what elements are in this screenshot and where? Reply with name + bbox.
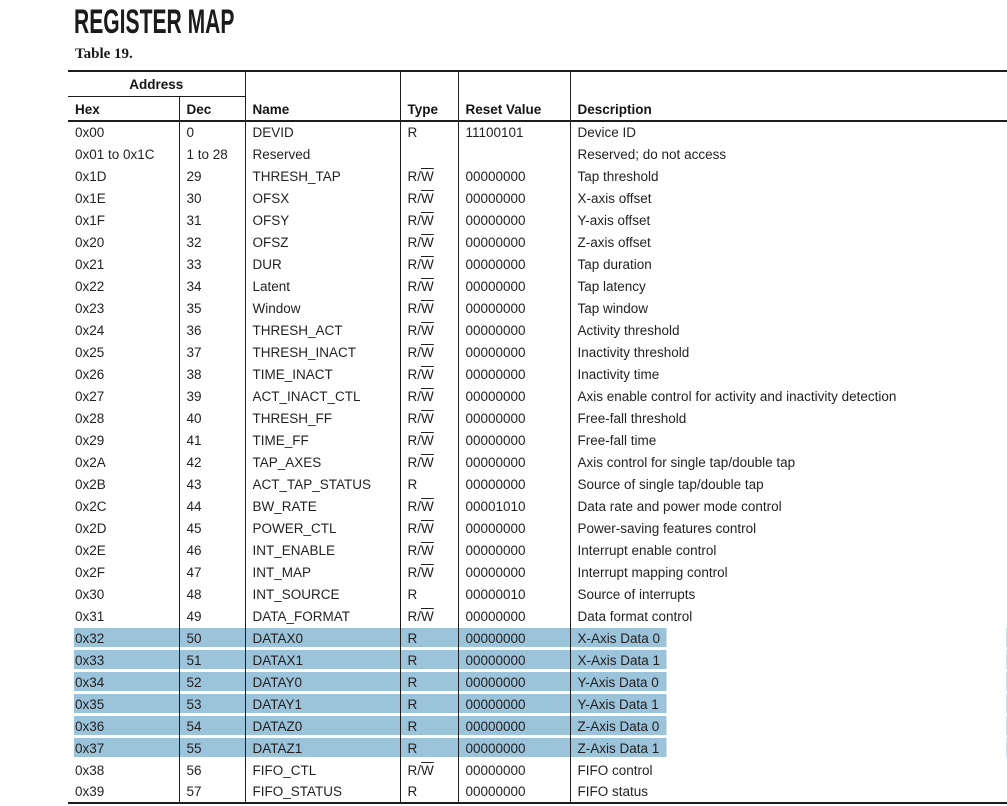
register-row — [68, 693, 1007, 715]
cell-type: $R/\overline{W}$ — [400, 495, 458, 517]
cell-dec-address: 37 — [179, 341, 245, 363]
cell-description: Free-fall time — [570, 429, 1007, 451]
cell-reset-value: 00000000 — [458, 363, 570, 385]
cell-description: Interrupt enable control — [570, 539, 1007, 561]
cell-type: $R/\overline{W}$ — [400, 209, 458, 231]
cell-description: Y-axis offset — [570, 209, 1007, 231]
cell-register-name: DATA_FORMAT — [245, 605, 400, 627]
cell-dec-address: 44 — [179, 495, 245, 517]
cell-dec-address: 46 — [179, 539, 245, 561]
header-type: Type — [400, 71, 458, 121]
cell-description: Data rate and power mode control — [570, 495, 1007, 517]
cell-reset-value: 00000000 — [458, 605, 570, 627]
cell-register-name: POWER_CTL — [245, 517, 400, 539]
cell-hex-address: 0x36 — [68, 715, 179, 737]
cell-description: Z-Axis Data 1 — [570, 737, 1007, 759]
cell-dec-address: 35 — [179, 297, 245, 319]
cell-description: Activity threshold — [570, 319, 1007, 341]
cell-type: $R/\overline{W}$ — [400, 253, 458, 275]
register-row — [68, 165, 1007, 187]
cell-hex-address: 0x34 — [68, 671, 179, 693]
cell-hex-address: 0x29 — [75, 432, 105, 448]
cell-hex-address: 0x2F — [75, 564, 106, 580]
cell-hex-address: 0x37 — [68, 737, 179, 759]
cell-dec-address: 1 to 28 — [179, 143, 245, 165]
cell-hex-address: 0x01 to 0x1C — [75, 146, 155, 162]
cell-type — [400, 143, 458, 165]
cell-dec-address: 55 — [179, 737, 245, 759]
register-row — [68, 319, 1007, 341]
cell-reset-value: 00000000 — [458, 209, 570, 231]
cell-type: R — [400, 715, 458, 737]
register-row — [68, 671, 1007, 693]
cell-type: $R/\overline{W}$ — [400, 451, 458, 473]
cell-dec-address: 52 — [179, 671, 245, 693]
register-row — [68, 363, 1007, 385]
cell-dec-address: 48 — [179, 583, 245, 605]
cell-hex-address: 0x2C — [75, 498, 107, 514]
cell-description: Tap threshold — [570, 165, 1007, 187]
cell-hex-address: 0x26 — [75, 366, 105, 382]
register-row — [68, 121, 1007, 143]
cell-reset-value: 00000000 — [458, 341, 570, 363]
cell-reset-value: 00000000 — [458, 759, 570, 781]
cell-reset-value: 00000010 — [458, 583, 570, 605]
cell-reset-value: 00000000 — [458, 451, 570, 473]
register-row — [68, 385, 1007, 407]
cell-reset-value: 00000000 — [458, 319, 570, 341]
cell-dec-address: 45 — [179, 517, 245, 539]
cell-register-name: THRESH_TAP — [245, 165, 400, 187]
cell-register-name: THRESH_ACT — [245, 319, 400, 341]
cell-reset-value: 00000000 — [458, 429, 570, 451]
cell-hex-address: 0x24 — [75, 322, 105, 338]
cell-description: Reserved; do not access — [570, 143, 1007, 165]
cell-type: $R/\overline{W}$ — [400, 561, 458, 583]
cell-description: X-axis offset — [570, 187, 1007, 209]
register-row — [68, 143, 1007, 165]
cell-register-name: DATAX0 — [245, 627, 400, 649]
header-description: Description — [570, 71, 1007, 121]
register-row — [68, 407, 1007, 429]
cell-reset-value: 00000000 — [458, 275, 570, 297]
register-row — [68, 231, 1007, 253]
cell-type: R — [400, 649, 458, 671]
cell-dec-address: 0 — [179, 121, 245, 143]
cell-reset-value: 00000000 — [458, 473, 570, 495]
cell-hex-address: 0x35 — [68, 693, 179, 715]
cell-register-name: ACT_INACT_CTL — [245, 385, 400, 407]
cell-description: FIFO status — [570, 781, 1007, 803]
cell-description: X-Axis Data 1 — [570, 649, 1007, 671]
cell-reset-value: 00000000 — [458, 297, 570, 319]
cell-type: R — [400, 781, 458, 803]
cell-dec-address: 38 — [179, 363, 245, 385]
register-row — [68, 759, 1007, 781]
cell-reset-value: 00001010 — [458, 495, 570, 517]
cell-register-name: FIFO_CTL — [245, 759, 400, 781]
register-row — [68, 737, 1007, 759]
cell-reset-value: 00000000 — [458, 715, 570, 737]
cell-description: Z-axis offset — [570, 231, 1007, 253]
cell-reset-value: 00000000 — [458, 187, 570, 209]
cell-register-name: DEVID — [245, 121, 400, 143]
cell-type: R — [400, 627, 458, 649]
cell-dec-address: 41 — [179, 429, 245, 451]
cell-reset-value: 00000000 — [458, 539, 570, 561]
header-name: Name — [245, 71, 400, 121]
header-dec: Dec — [179, 97, 245, 122]
cell-register-name: DATAZ0 — [245, 715, 400, 737]
cell-description: Inactivity threshold — [570, 341, 1007, 363]
cell-type: $R/\overline{W}$ — [400, 319, 458, 341]
cell-description: Interrupt mapping control — [570, 561, 1007, 583]
table-caption: Table 19. — [75, 46, 133, 62]
header-reset-value: Reset Value — [458, 71, 570, 121]
cell-hex-address: 0x1F — [75, 212, 106, 228]
register-row — [68, 583, 1007, 605]
cell-reset-value: 00000000 — [458, 231, 570, 253]
cell-type: $R/\overline{W}$ — [400, 363, 458, 385]
cell-description: FIFO control — [570, 759, 1007, 781]
register-row — [68, 451, 1007, 473]
cell-dec-address: 54 — [179, 715, 245, 737]
cell-register-name: DATAY0 — [245, 671, 400, 693]
register-row — [68, 539, 1007, 561]
cell-register-name: Window — [245, 297, 400, 319]
cell-dec-address: 32 — [179, 231, 245, 253]
cell-dec-address: 30 — [179, 187, 245, 209]
table-header — [68, 71, 1007, 121]
cell-register-name: THRESH_FF — [245, 407, 400, 429]
cell-dec-address: 33 — [179, 253, 245, 275]
register-row — [68, 715, 1007, 737]
header-address-group: Address — [68, 71, 245, 97]
cell-reset-value: 00000000 — [458, 627, 570, 649]
cell-type: $R/\overline{W}$ — [400, 341, 458, 363]
register-row — [68, 561, 1007, 583]
cell-description: Tap duration — [570, 253, 1007, 275]
register-row — [68, 517, 1007, 539]
cell-type: $R/\overline{W}$ — [400, 275, 458, 297]
cell-register-name: Reserved — [245, 143, 400, 165]
register-row — [68, 209, 1007, 231]
cell-reset-value: 00000000 — [458, 737, 570, 759]
cell-register-name: OFSZ — [245, 231, 400, 253]
cell-dec-address: 31 — [179, 209, 245, 231]
cell-dec-address: 51 — [179, 649, 245, 671]
cell-register-name: FIFO_STATUS — [245, 781, 400, 803]
cell-reset-value: 11100101 — [458, 121, 570, 143]
cell-dec-address: 34 — [179, 275, 245, 297]
cell-reset-value: 00000000 — [458, 781, 570, 803]
cell-hex-address: 0x2A — [75, 454, 106, 470]
register-row — [68, 297, 1007, 319]
cell-reset-value: 00000000 — [458, 517, 570, 539]
cell-hex-address: 0x20 — [75, 234, 105, 250]
cell-type: $R/\overline{W}$ — [400, 407, 458, 429]
cell-reset-value: 00000000 — [458, 561, 570, 583]
cell-type: $R/\overline{W}$ — [400, 165, 458, 187]
register-row — [68, 495, 1007, 517]
cell-register-name: DATAX1 — [245, 649, 400, 671]
cell-description: Tap window — [570, 297, 1007, 319]
cell-register-name: OFSY — [245, 209, 400, 231]
register-row — [68, 627, 1007, 649]
cell-description: X-Axis Data 0 — [570, 627, 1007, 649]
cell-type: R — [400, 473, 458, 495]
register-row — [68, 187, 1007, 209]
cell-dec-address: 50 — [179, 627, 245, 649]
register-row — [68, 473, 1007, 495]
cell-register-name: INT_SOURCE — [245, 583, 400, 605]
cell-hex-address: 0x22 — [75, 278, 105, 294]
cell-register-name: Latent — [245, 275, 400, 297]
cell-hex-address: 0x2E — [75, 542, 106, 558]
cell-register-name: OFSX — [245, 187, 400, 209]
cell-reset-value: 00000000 — [458, 649, 570, 671]
cell-type: $R/\overline{W}$ — [400, 429, 458, 451]
cell-dec-address: 49 — [179, 605, 245, 627]
cell-register-name: BW_RATE — [245, 495, 400, 517]
cell-type: R — [400, 693, 458, 715]
cell-hex-address: 0x00 — [75, 125, 105, 140]
cell-description: Y-Axis Data 1 — [570, 693, 1007, 715]
cell-hex-address: 0x38 — [75, 762, 105, 778]
cell-dec-address: 53 — [179, 693, 245, 715]
header-hex: Hex — [75, 102, 100, 117]
cell-register-name: DATAZ1 — [245, 737, 400, 759]
register-row — [68, 275, 1007, 297]
cell-dec-address: 29 — [179, 165, 245, 187]
cell-reset-value: 00000000 — [458, 671, 570, 693]
register-row — [68, 605, 1007, 627]
page-title: REGISTER MAP — [74, 3, 235, 41]
cell-description: Inactivity time — [570, 363, 1007, 385]
cell-dec-address: 57 — [179, 781, 245, 803]
cell-register-name: INT_ENABLE — [245, 539, 400, 561]
cell-hex-address: 0x28 — [75, 410, 105, 426]
cell-reset-value: 00000000 — [458, 385, 570, 407]
cell-hex-address: 0x2D — [75, 520, 107, 536]
register-row — [68, 429, 1007, 451]
cell-reset-value — [458, 143, 570, 165]
cell-description: Device ID — [570, 121, 1007, 143]
register-map-table — [68, 70, 1007, 804]
cell-register-name: THRESH_INACT — [245, 341, 400, 363]
cell-type: R — [400, 671, 458, 693]
cell-description: Free-fall threshold — [570, 407, 1007, 429]
cell-dec-address: 47 — [179, 561, 245, 583]
cell-register-name: TIME_FF — [245, 429, 400, 451]
cell-description: Y-Axis Data 0 — [570, 671, 1007, 693]
cell-hex-address: 0x33 — [68, 649, 179, 671]
cell-type: $R/\overline{W}$ — [400, 187, 458, 209]
cell-register-name: TIME_INACT — [245, 363, 400, 385]
cell-hex-address: 0x23 — [75, 300, 105, 316]
cell-dec-address: 43 — [179, 473, 245, 495]
register-row — [68, 253, 1007, 275]
cell-hex-address: 0x2B — [75, 476, 106, 492]
cell-description: Axis enable control for activity and inactivity detection — [570, 385, 1007, 407]
cell-dec-address: 56 — [179, 759, 245, 781]
cell-type: $R/\overline{W}$ — [400, 385, 458, 407]
cell-type: $R/\overline{W}$ — [400, 539, 458, 561]
cell-type: $R/\overline{W}$ — [400, 517, 458, 539]
cell-register-name: DUR — [245, 253, 400, 275]
cell-dec-address: 39 — [179, 385, 245, 407]
cell-type: R — [400, 737, 458, 759]
cell-hex-address: 0x31 — [75, 608, 105, 624]
cell-type: R — [400, 121, 458, 143]
cell-description: Source of interrupts — [570, 583, 1007, 605]
cell-description: Data format control — [570, 605, 1007, 627]
cell-type: $R/\overline{W}$ — [400, 605, 458, 627]
cell-reset-value: 00000000 — [458, 165, 570, 187]
cell-hex-address: 0x1D — [75, 168, 107, 184]
cell-register-name: DATAY1 — [245, 693, 400, 715]
cell-type: R — [400, 583, 458, 605]
cell-hex-address: 0x27 — [75, 388, 105, 404]
cell-dec-address: 36 — [179, 319, 245, 341]
cell-description: Power-saving features control — [570, 517, 1007, 539]
cell-hex-address: 0x32 — [68, 627, 179, 649]
cell-register-name: TAP_AXES — [245, 451, 400, 473]
register-row — [68, 341, 1007, 363]
cell-dec-address: 42 — [179, 451, 245, 473]
cell-hex-address: 0x39 — [75, 784, 105, 799]
cell-reset-value: 00000000 — [458, 253, 570, 275]
cell-description: Z-Axis Data 0 — [570, 715, 1007, 737]
cell-hex-address: 0x21 — [75, 256, 105, 272]
register-row — [68, 649, 1007, 671]
cell-description: Source of single tap/double tap — [570, 473, 1007, 495]
cell-reset-value: 00000000 — [458, 693, 570, 715]
cell-description: Tap latency — [570, 275, 1007, 297]
cell-description: Axis control for single tap/double tap — [570, 451, 1007, 473]
cell-register-name: ACT_TAP_STATUS — [245, 473, 400, 495]
cell-hex-address: 0x30 — [75, 586, 105, 602]
register-table-body — [68, 121, 1007, 803]
cell-type: $R/\overline{W}$ — [400, 759, 458, 781]
register-row — [68, 781, 1007, 803]
cell-hex-address: 0x25 — [75, 344, 105, 360]
cell-hex-address: 0x1E — [75, 190, 106, 206]
cell-type: $R/\overline{W}$ — [400, 231, 458, 253]
cell-register-name: INT_MAP — [245, 561, 400, 583]
cell-reset-value: 00000000 — [458, 407, 570, 429]
cell-dec-address: 40 — [179, 407, 245, 429]
cell-type: $R/\overline{W}$ — [400, 297, 458, 319]
